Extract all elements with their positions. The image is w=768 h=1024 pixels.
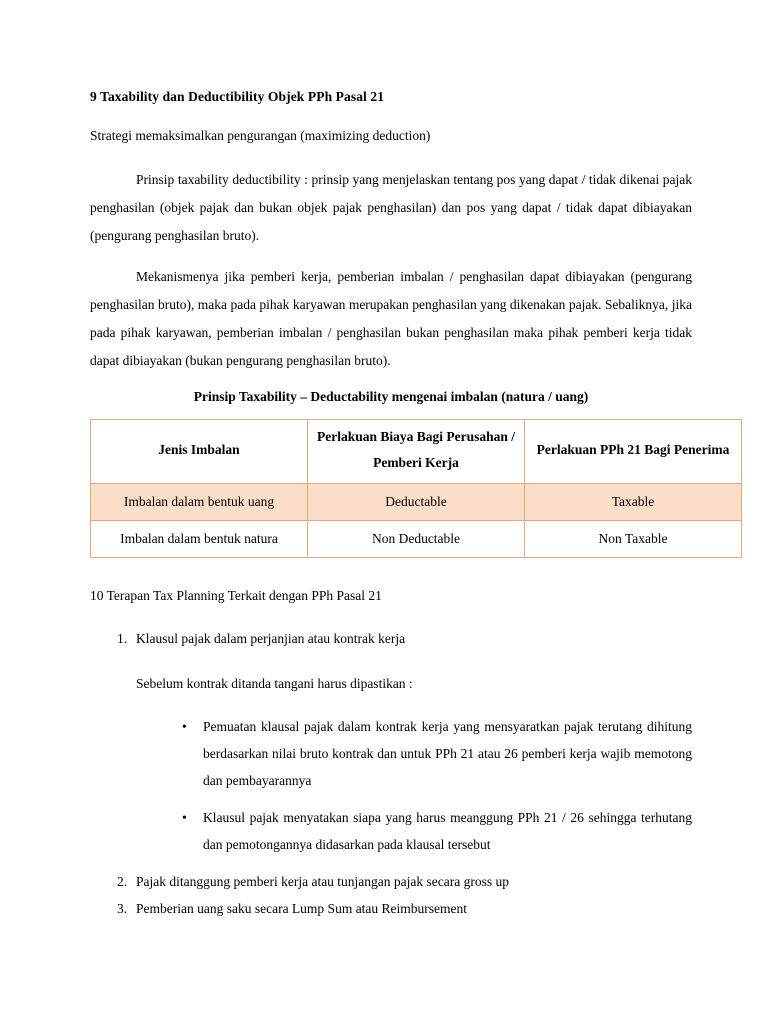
table-header-cell-perlakuan-biaya: Perlakuan Biaya Bagi Perusahan / Pemberi Kerja — [308, 420, 525, 484]
sub-intro-text: Sebelum kontrak ditanda tangani harus dipastikan : — [136, 675, 413, 691]
document-content — [90, 88, 730, 922]
numbered-list — [90, 625, 692, 922]
list-item — [90, 625, 692, 858]
bullet-icon: • — [182, 718, 187, 734]
list-item — [90, 868, 692, 895]
table-cell-jenis: Imbalan dalam bentuk natura — [91, 521, 308, 558]
table-header-cell-perlakuan-pph: Perlakuan PPh 21 Bagi Penerima — [525, 420, 742, 484]
list-item-label: Pajak ditanggung pemberi kerja atau tunjangan pajak secara gross up — [136, 873, 509, 889]
paragraph-mekanisme: Mekanismenya jika pemberi kerja, pemberian imbalan / penghasilan dapat dibiayakan (pengurang penghasilan bruto), maka pada pihak karyawan merupakan penghasilan yang dikenakan pajak. Sebaliknya, jika pada pihak karyawan, pemberian imbalan / penghasilan bukan penghasilan maka pihak pemberi kerja tidak dapat dibiayakan (bukan pengurang penghasilan bruto). — [90, 269, 692, 368]
list-item — [136, 713, 692, 794]
paragraph-prinsip: Prinsip taxability deductibility : prinsip yang menjelaskan tentang pos yang dapat / tidak dikenai pajak penghasilan (objek pajak dan bukan objek pajak penghasilan) dan pos yang dapat / tidak dapat dibiayakan (pengurang penghasilan bruto). — [90, 172, 692, 243]
table-cell-biaya: Deductable — [308, 483, 525, 520]
list-item-label: Pemuatan klausal pajak dalam kontrak kerja yang mensyaratkan pajak terutang dihitung berdasarkan nilai bruto kontrak dan untuk PPh 21 atau 26 pemberi kerja wajib memotong dan pembayarannya — [203, 718, 692, 788]
table-row — [91, 483, 742, 520]
table-cell-jenis: Imbalan dalam bentuk uang — [91, 483, 308, 520]
list-item — [90, 895, 692, 922]
section-heading-terapan: 10 Terapan Tax Planning Terkait dengan PPh Pasal 21 — [90, 588, 382, 604]
list-item-label: Pemberian uang saku secara Lump Sum atau Reimbursement — [136, 900, 468, 916]
table-header — [91, 420, 742, 484]
list-item-label: Klausul pajak menyatakan siapa yang harus meanggung PPh 21 / 26 sehingga terhutang dan pemotongannya didasarkan pada klausal tersebut — [203, 809, 692, 852]
table-body — [91, 483, 742, 558]
table-cell-biaya: Non Deductable — [308, 521, 525, 558]
page-title: 9 Taxability dan Deductibility Objek PPh Pasal 21 — [90, 89, 385, 104]
list-marker: 2. — [117, 873, 128, 889]
table-header-cell-jenis-imbalan: Jenis Imbalan — [91, 420, 308, 484]
bullet-icon: • — [182, 809, 187, 825]
table-cell-pph: Taxable — [525, 483, 742, 520]
table-cell-pph: Non Taxable — [525, 521, 742, 558]
list-item — [136, 804, 692, 858]
list-item-label: Klausul pajak dalam perjanjian atau kontrak kerja — [136, 630, 406, 646]
taxability-deductability-table — [90, 419, 742, 558]
table-caption: Prinsip Taxability – Deductability mengenai imbalan (natura / uang) — [193, 389, 589, 405]
subheading-text: Strategi memaksimalkan pengurangan (maximizing deduction) — [90, 128, 431, 144]
list-marker: 3. — [117, 900, 128, 916]
table-row — [91, 521, 742, 558]
bullet-list — [136, 713, 692, 858]
list-marker: 1. — [117, 630, 128, 646]
table-header-row — [91, 420, 742, 484]
